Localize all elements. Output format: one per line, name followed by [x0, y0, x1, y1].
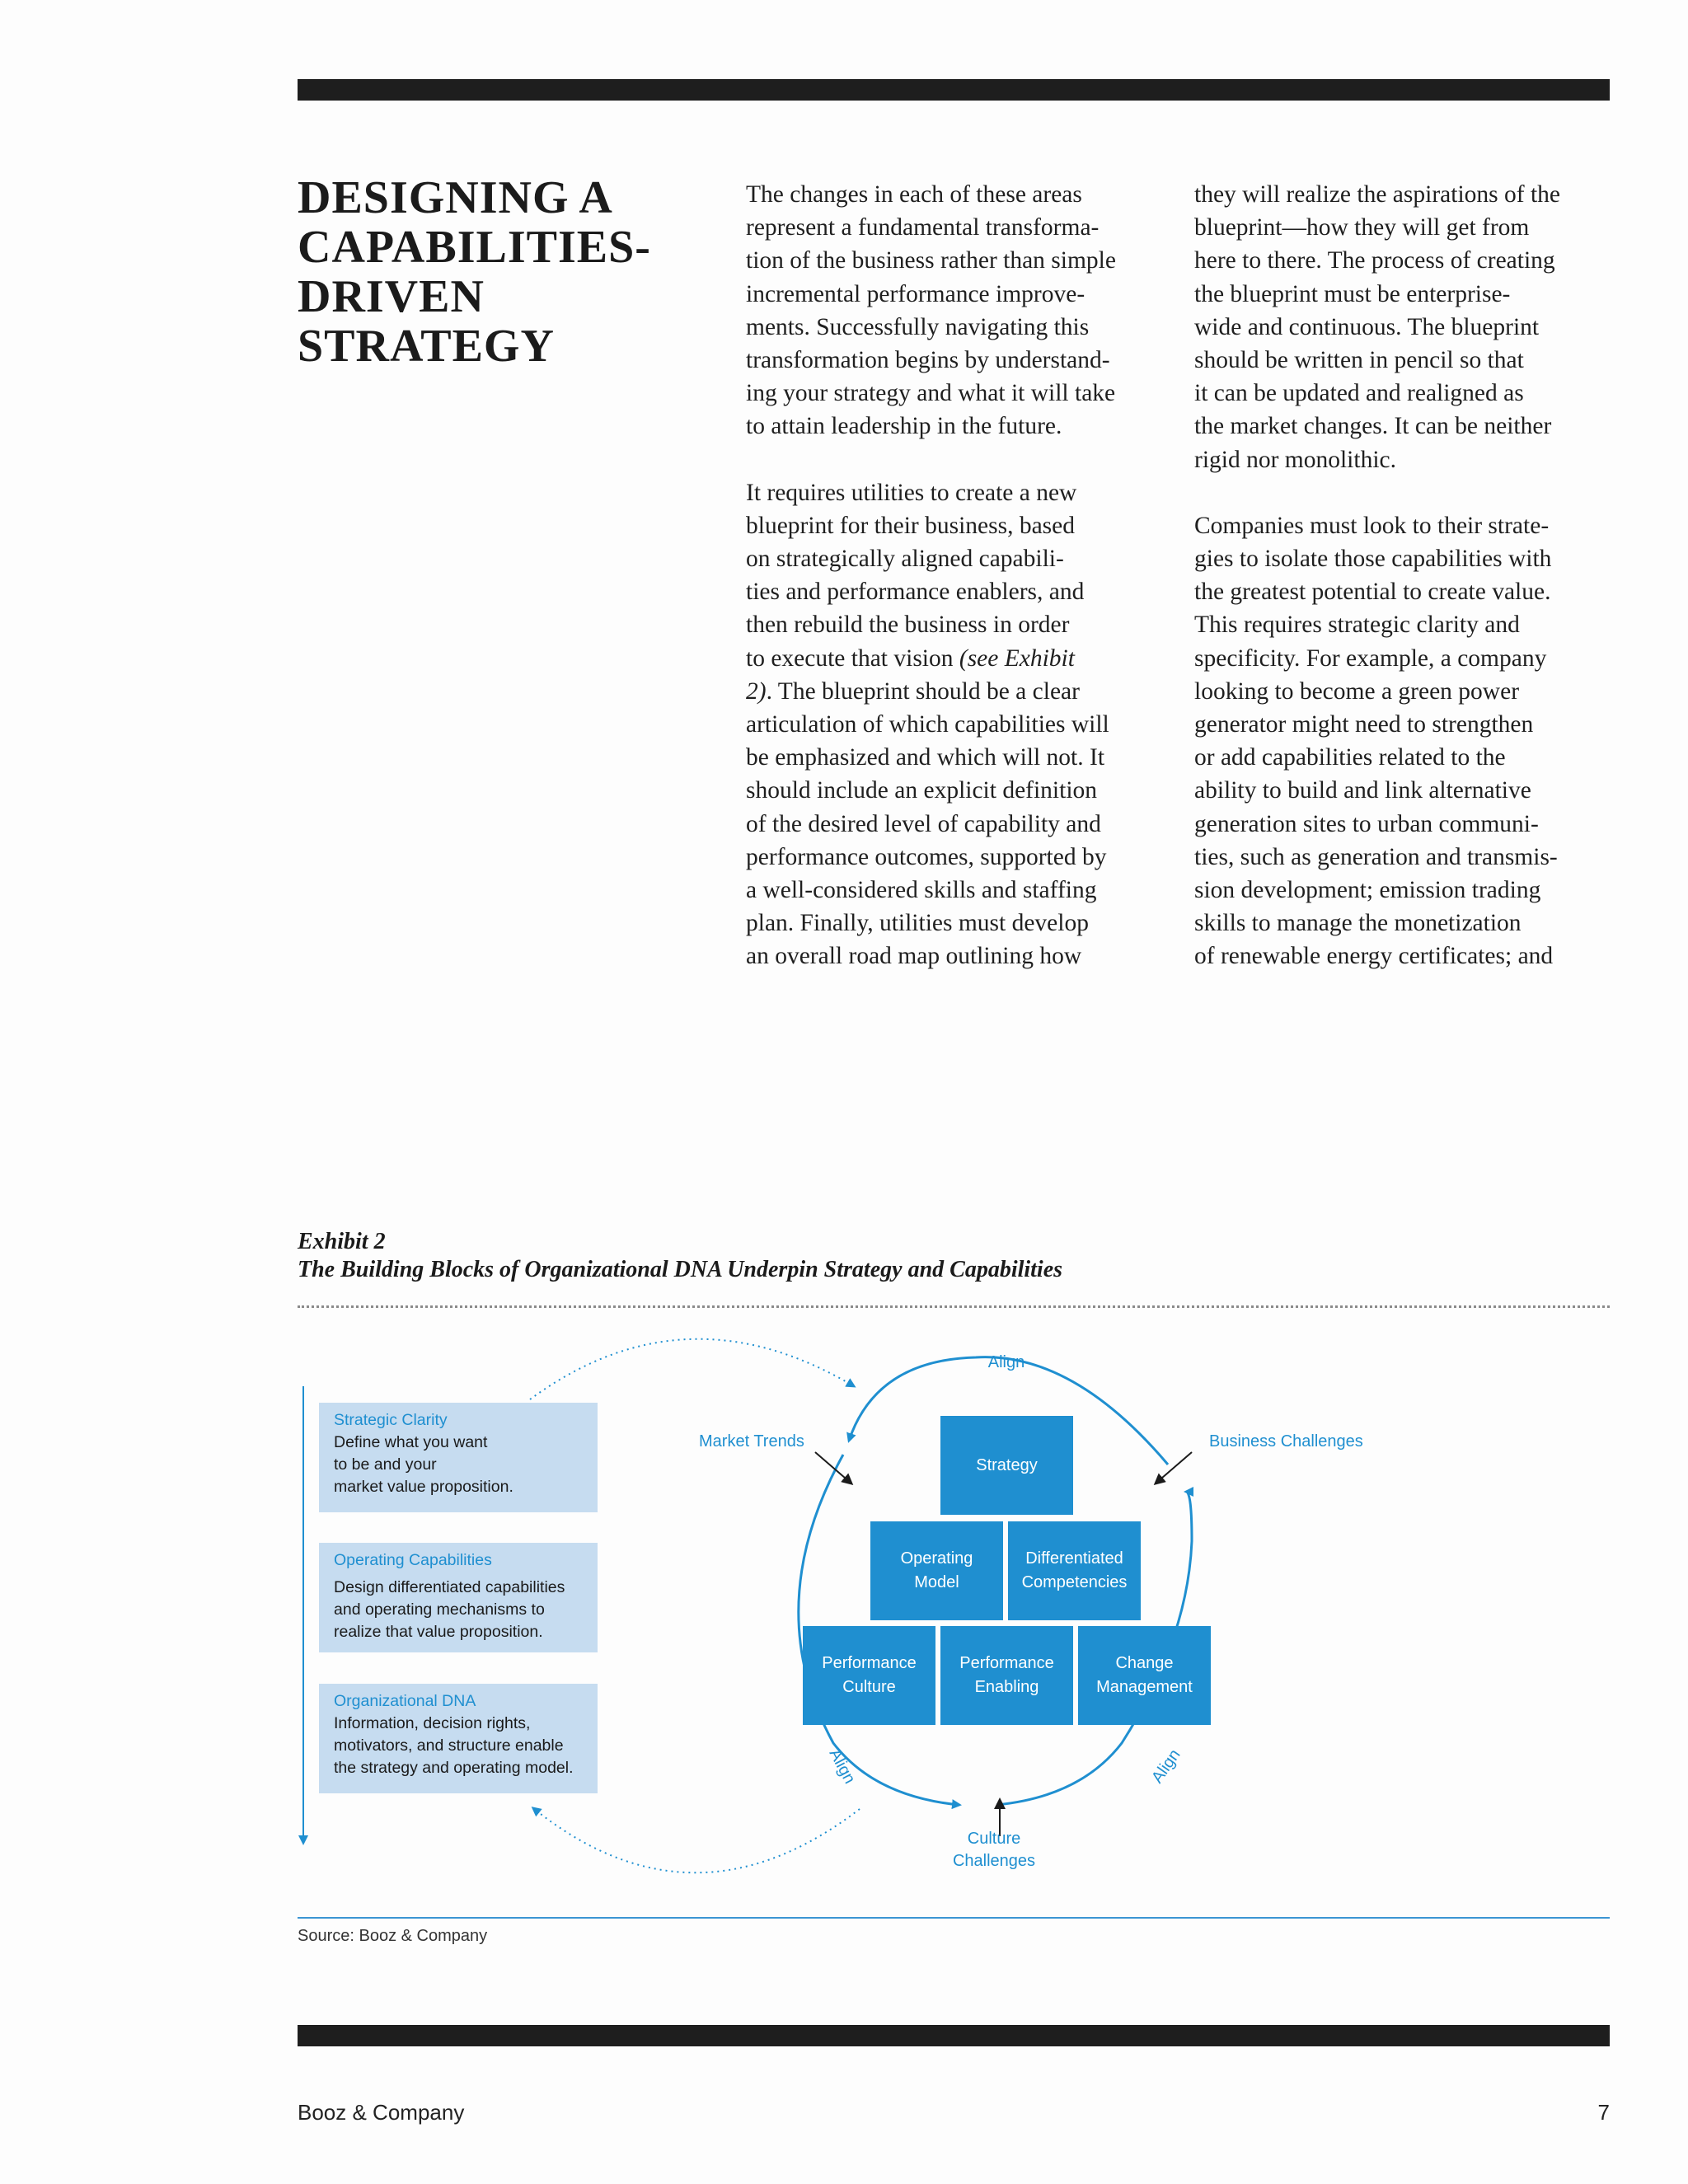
body-column-left: [746, 178, 1166, 1006]
exhibit-reference: (see Exhibit: [959, 644, 1075, 672]
source-divider: [298, 1917, 1610, 1919]
paragraph: they will realize the aspirations of the blueprint—how they will get from here to there. The process of creating the blueprint must be enterprise- wide and continuous. The blueprint should be written in pencil so that it can be updated and realigned as the market changes. It can be neither rigid nor monolithic.: [1194, 181, 1560, 473]
align-label-left: Align: [825, 1746, 859, 1788]
top-rule: [298, 79, 1610, 101]
section-heading: DESIGNING A CAPABILITIES- DRIVEN STRATEGY: [298, 172, 651, 372]
body-column-right: [1194, 178, 1615, 1006]
exhibit-divider: [298, 1305, 1610, 1308]
operating-capabilities-box: Operating Capabilities Design differentiated capabilities and operating mechanisms to realize that value proposition.: [319, 1543, 598, 1652]
dotted-arc-top: [530, 1339, 854, 1399]
block-change-management: Change Management: [1078, 1626, 1211, 1725]
exhibit-label: Exhibit 2: [298, 1229, 386, 1254]
paragraph: It requires utilities to create a new blueprint for their business, based on strategically aligned capabili- ties and performance enablers, and then rebuild the business in order to execute that vision (see Exhibit 2). The blueprint should be a clear articulation of which capabilities will be emphasized and which will not. It should include an explicit definition of the desired level of capability and performance outcomes, supported by a well-considered skills and staffing plan. Finally, utilities must develop an overall road map outlining how: [746, 479, 1109, 970]
block-strategy: Strategy: [940, 1416, 1073, 1515]
paragraph: The changes in each of these areas represent a fundamental transforma- tion of the business rather than simple incremental performance improve- ments. Successfully navigating this transformation begins by understand- ing your strategy and what it will take to attain leadership in the future.: [746, 181, 1116, 440]
align-label-top: Align: [987, 1353, 1025, 1371]
business-challenges-label: Business Challenges: [1209, 1432, 1363, 1451]
block-differentiated-competencies: Differentiated Competencies: [1008, 1521, 1141, 1620]
source-note: Source: Booz & Company: [298, 1927, 488, 1945]
footer-company: Booz & Company: [298, 2100, 465, 2125]
page-number: 7: [1597, 2100, 1610, 2125]
org-dna-diagram: [298, 1310, 1610, 1912]
align-label-right: Align: [1148, 1746, 1184, 1787]
culture-challenges-label: Culture Challenges: [952, 1830, 1036, 1870]
market-trends-arrow: [815, 1452, 851, 1483]
strategic-clarity-box: Strategic Clarity Define what you want to be and your market value proposition.: [319, 1403, 598, 1512]
dotted-arc-bottom: [533, 1808, 860, 1872]
block-performance-enabling: Performance Enabling: [940, 1626, 1073, 1725]
block-operating-model: Operating Model: [870, 1521, 1003, 1620]
block-performance-culture: Performance Culture: [803, 1626, 935, 1725]
market-trends-label: Market Trends: [699, 1432, 804, 1451]
exhibit-title: The Building Blocks of Organizational DNA Underpin Strategy and Capabilities: [298, 1257, 1063, 1282]
paragraph: Companies must look to their strate- gies to isolate those capabilities with the greatest potential to create value. This requires strategic clarity and specificity. For example, a company looking to become a green power generator might need to strengthen or add capabilities related to the ability to build and link alternative generation sites to urban communi- ties, such as generation and transmis- sion development; emission trading skills to manage the monetization of renewable energy certificates; and: [1194, 512, 1558, 970]
bottom-rule: [298, 2025, 1610, 2046]
organizational-dna-box: Organizational DNA Information, decision rights, motivators, and structure enable the strategy and operating model.: [319, 1684, 598, 1793]
